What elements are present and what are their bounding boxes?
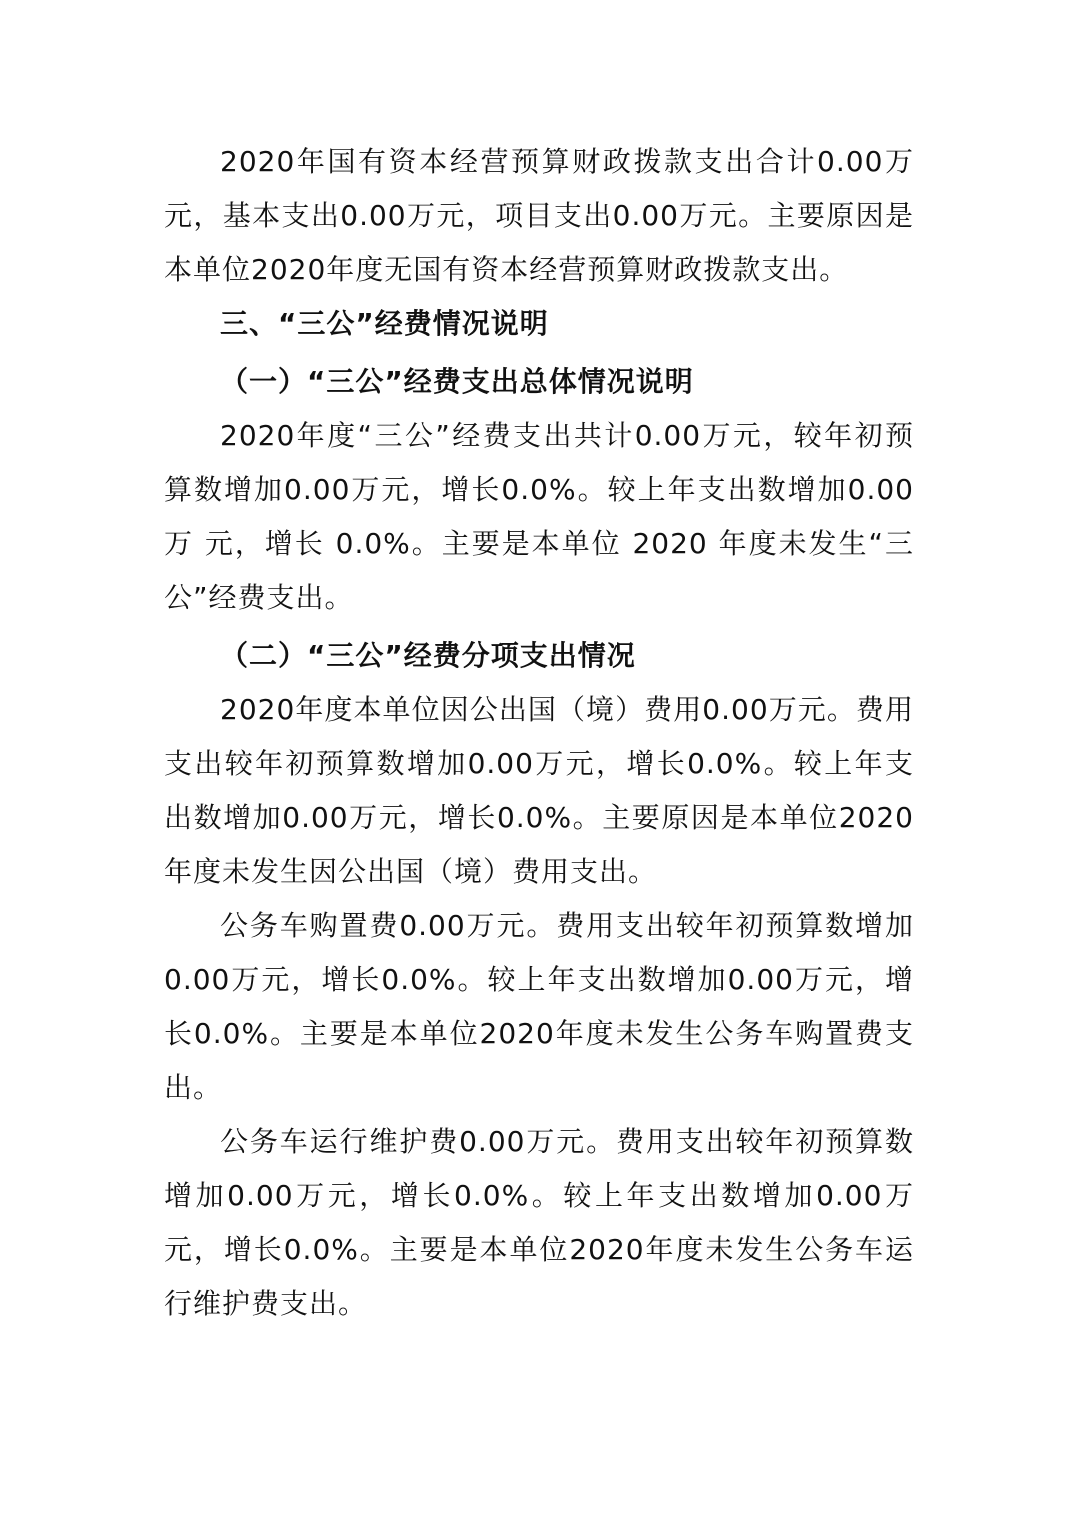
paragraph-state-capital-budget: 2020年国有资本经营预算财政拨款支出合计0.00万元，基本支出0.00万元，项目支出0.00万元。主要原因是本单位2020年度无国有资本经营预算财政拨款支出。 [164,145,914,286]
paragraph-overall-expenses: 2020年度“三公”经费支出共计0.00万元，较年初预算数增加0.00万元，增长0.0%。较上年支出数增加0.00万 元，增长 0.0%。主要是本单位 2020 年度未发生“三公”经费支出。 [164,419,914,614]
paragraph-vehicle-purchase: 公务车购置费0.00万元。费用支出较年初预算数增加0.00万元，增长0.0%。较上年支出数增加0.00万元，增长0.0%。主要是本单位2020年度未发生公务车购置费支出。 [164,909,914,1104]
paragraph-vehicle-maintenance: 公务车运行维护费0.00万元。费用支出较年初预算数增加0.00万元，增长0.0%。较上年支出数增加0.00万元，增长0.0%。主要是本单位2020年度未发生公务车运行维护费支出。 [164,1125,914,1320]
subsection-heading-itemized: （二）“三公”经费分项支出情况 [220,639,636,672]
document-page [164,135,914,1331]
subsection-heading-overall: （一）“三公”经费支出总体情况说明 [220,365,694,398]
paragraph-overseas-travel: 2020年度本单位因公出国（境）费用0.00万元。费用支出较年初预算数增加0.00万元，增长0.0%。较上年支出数增加0.00万元，增长0.0%。主要原因是本单位2020年度未发生因公出国（境）费用支出。 [164,693,914,888]
section-heading-three-public-expenses: 三、“三公”经费情况说明 [220,307,549,340]
